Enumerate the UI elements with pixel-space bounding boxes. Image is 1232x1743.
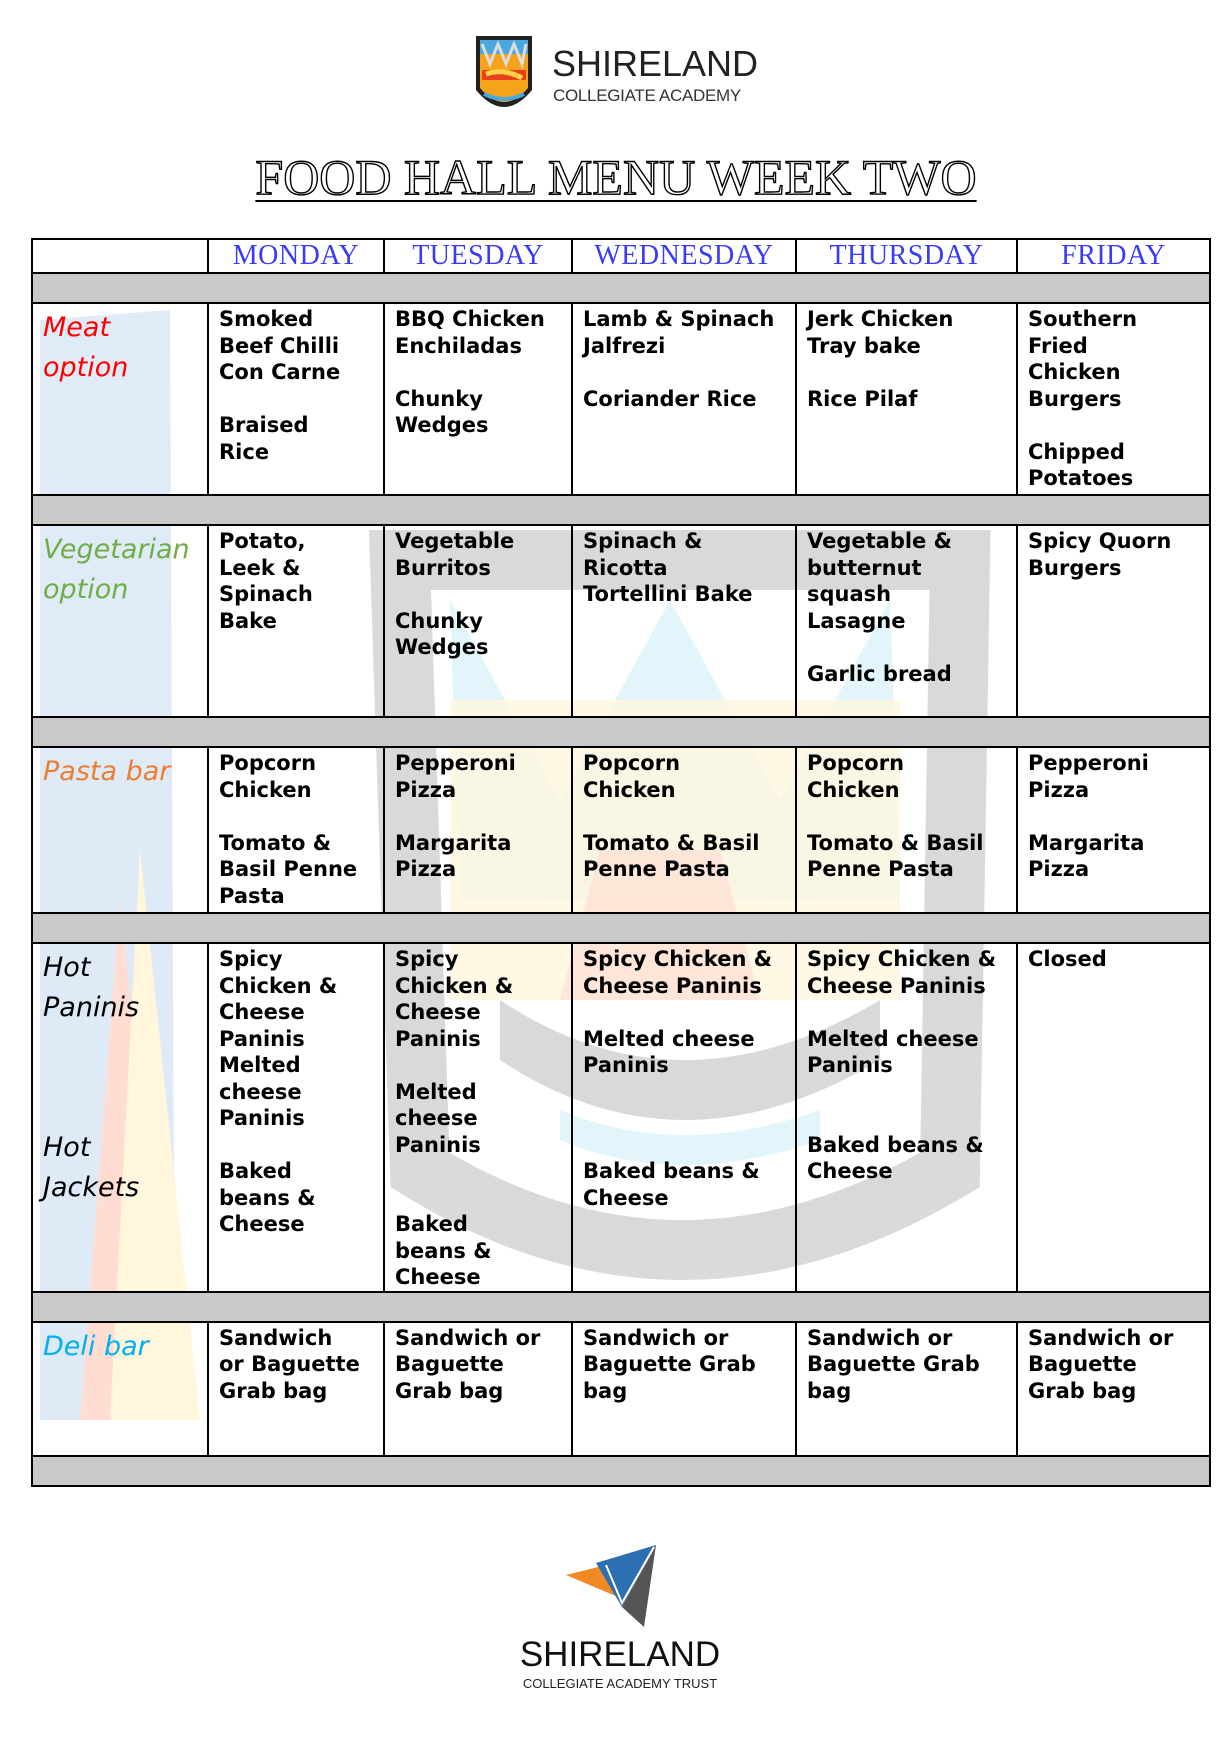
menu-cell-tuesday (384, 943, 572, 1292)
day-header-tuesday: TUESDAY (384, 239, 572, 273)
menu-item-line: Cheese Paninis (583, 973, 762, 998)
menu-cell-wednesday (572, 943, 796, 1292)
menu-cell-wednesday (572, 303, 796, 495)
menu-cell-tuesday (384, 1322, 572, 1456)
line-gap (583, 803, 791, 830)
menu-item-line: Basil Penne (219, 857, 358, 881)
corner-cell (32, 239, 208, 273)
menu-item-line: Paninis (219, 1106, 305, 1130)
menu-item-line: Vegetable (395, 529, 515, 553)
menu-item-line: Cheese Paninis (807, 973, 986, 998)
menu-cell-wednesday (572, 525, 796, 717)
menu-item-line: Wedges (395, 635, 489, 659)
menu-item-line: Chicken & (219, 973, 338, 998)
menu-item-line: Paninis (395, 1026, 481, 1051)
menu-item-line: Lasagne (807, 608, 906, 633)
menu-item-line: Sandwich or (583, 1325, 729, 1350)
menu-cell-thursday (796, 303, 1017, 495)
line-gap (807, 999, 1012, 1026)
menu-item-line: Pizza (1028, 857, 1090, 881)
menu-item-line: Burritos (395, 555, 491, 580)
menu-item-line: Closed (1028, 947, 1107, 971)
line-gap (395, 1052, 567, 1079)
menu-item-line: Baked (219, 1159, 292, 1183)
menu-cell-monday (208, 943, 384, 1292)
category-label (32, 943, 208, 1292)
category-label-line: Jackets (43, 1172, 140, 1203)
spacer-cell (32, 1292, 1210, 1322)
menu-item-line: Baked beans & (807, 1132, 984, 1157)
menu-cell-friday (1017, 525, 1210, 717)
menu-item-line: Grab bag (395, 1378, 504, 1403)
line-gap (583, 359, 791, 386)
menu-item-line: Baguette Grab (583, 1352, 756, 1376)
menu-item-line: Spicy (219, 947, 283, 971)
menu-cell-tuesday (384, 525, 572, 717)
menu-item-line: Tomato & Basil (583, 830, 760, 855)
menu-item-line: cheese (219, 1079, 302, 1104)
menu-item-line: Popcorn (807, 751, 905, 775)
menu-item-line: beans & (395, 1238, 492, 1263)
menu-item-line: bag (583, 1378, 628, 1403)
menu-item-line: Chicken (219, 777, 312, 802)
menu-item-line: Sandwich or (807, 1325, 953, 1350)
menu-item-line: Chunky (395, 386, 483, 411)
menu-item-line: Margarita (395, 830, 512, 855)
menu-item-line: Bake (219, 608, 277, 633)
category-label-line: Hot (43, 952, 91, 983)
menu-item-line: Rice Pilaf (807, 386, 918, 411)
menu-item-line: Penne Pasta (583, 857, 730, 881)
menu-item-line: Chicken (1028, 360, 1121, 384)
menu-item-line: Burgers (1028, 386, 1122, 411)
line-gap (395, 359, 567, 386)
spacer-row (32, 913, 1210, 943)
menu-item-line: Vegetable & (807, 529, 952, 553)
menu-item-line: Pasta (219, 883, 285, 908)
menu-item-line: Coriander Rice (583, 386, 757, 411)
trust-logo-subtitle: COLLEGIATE ACADEMY TRUST (522, 1676, 718, 1691)
menu-item-line: Jalfrezi (583, 333, 666, 358)
menu-item-line: Melted cheese (583, 1026, 755, 1051)
menu-item-line: Enchiladas (395, 333, 522, 358)
menu-cell-friday (1017, 1322, 1210, 1456)
menu-item-line: Baguette (1028, 1352, 1137, 1376)
category-label (32, 1322, 208, 1456)
menu-item-line: Cheese (395, 1265, 481, 1289)
menu-item-line: Baguette (395, 1352, 504, 1376)
menu-item-line: Baguette Grab (807, 1352, 980, 1376)
menu-item-line: Tomato & (219, 830, 332, 855)
menu-cell-wednesday (572, 747, 796, 913)
menu-item-line: Cheese (583, 1185, 669, 1210)
menu-cell-monday (208, 747, 384, 913)
line-gap (583, 1132, 791, 1159)
menu-item-line: Chicken (807, 777, 900, 802)
menu-item-line: butternut (807, 555, 922, 580)
menu-row-hot-paninis (32, 943, 1210, 1292)
menu-item-line: Margarita (1028, 830, 1145, 855)
page-title-wrap (0, 148, 1232, 206)
school-logo (474, 34, 764, 120)
menu-cell-friday (1017, 747, 1210, 913)
trust-logo-name: SHIRELAND (519, 1635, 721, 1674)
menu-item-line: Pepperoni (395, 751, 516, 775)
menu-item-line: Spicy (395, 947, 459, 971)
menu-item-line: Garlic bread (807, 661, 952, 686)
menu-cell-thursday (796, 525, 1017, 717)
menu-item-line: Beef Chilli (219, 333, 340, 358)
menu-item-line: Cheese (395, 1000, 481, 1024)
menu-item-line: Fried (1028, 333, 1088, 358)
menu-item-line: Melted cheese (807, 1026, 979, 1051)
menu-item-line: Chicken (583, 777, 676, 802)
line-gap (1028, 412, 1205, 439)
line-gap (807, 1105, 1012, 1132)
line-gap (583, 1105, 791, 1132)
menu-item-line: Grab bag (219, 1378, 328, 1403)
menu-item-line: Potato, (219, 529, 306, 553)
menu-item-line: Tray bake (807, 333, 921, 358)
menu-cell-tuesday (384, 303, 572, 495)
logo-subtitle: COLLEGIATE ACADEMY (553, 86, 741, 105)
menu-item-line: Rice (219, 439, 270, 464)
category-label (32, 303, 208, 495)
day-header-wednesday: WEDNESDAY (572, 239, 796, 273)
menu-item-line: bag (807, 1378, 852, 1403)
menu-cell-tuesday (384, 747, 572, 913)
category-label-line: option (43, 574, 129, 605)
menu-item-line: Spicy Quorn (1028, 529, 1172, 553)
crest-icon (474, 34, 534, 118)
spacer-cell (32, 495, 1210, 525)
category-label-line: Meat (43, 312, 111, 343)
menu-item-line: Baked (395, 1212, 468, 1236)
page-title: FOOD HALL MENU WEEK TWO (255, 149, 977, 205)
spacer-cell (32, 273, 1210, 303)
menu-item-line: Cheese (807, 1159, 893, 1183)
menu-item-line: cheese (395, 1106, 478, 1130)
menu-table (31, 238, 1211, 1487)
line-gap (219, 1132, 379, 1159)
menu-item-line: Chunky (395, 608, 483, 633)
menu-cell-thursday (796, 1322, 1017, 1456)
menu-item-line: Cheese (219, 1212, 305, 1236)
day-header-row (32, 239, 1210, 273)
menu-item-line: Burgers (1028, 555, 1122, 580)
menu-item-line: Melted (219, 1053, 301, 1077)
menu-item-line: Popcorn (583, 751, 681, 775)
menu-item-line: Smoked (219, 307, 314, 331)
menu-item-line: Sandwich (219, 1325, 333, 1350)
day-header-thursday: THURSDAY (796, 239, 1017, 273)
menu-cell-wednesday (572, 1322, 796, 1456)
line-gap (395, 803, 567, 830)
spacer-row (32, 1456, 1210, 1486)
menu-item-line: Ricotta (583, 555, 668, 580)
line-gap (219, 386, 379, 413)
menu-item-line: Pepperoni (1028, 751, 1149, 775)
menu-item-line: Popcorn (219, 751, 317, 775)
menu-item-line: Spicy Chicken & (583, 947, 773, 971)
menu-item-line: Pizza (1028, 777, 1090, 802)
menu-item-line: Baked beans & (583, 1159, 760, 1183)
menu-item-line: Southern (1028, 307, 1138, 331)
menu-item-line: Chicken & (395, 973, 514, 998)
spacer-cell (32, 1456, 1210, 1486)
trust-logo (510, 1543, 730, 1693)
menu-row-deli-bar (32, 1322, 1210, 1456)
line-gap (807, 634, 1012, 661)
menu-cell-thursday (796, 943, 1017, 1292)
spacer-cell (32, 717, 1210, 747)
day-header-friday: FRIDAY (1017, 239, 1210, 273)
spacer-row (32, 273, 1210, 303)
menu-cell-friday (1017, 303, 1210, 495)
menu-item-line: beans & (219, 1185, 316, 1210)
category-label (32, 525, 208, 717)
line-gap (807, 1079, 1012, 1106)
menu-item-line: Braised (219, 413, 309, 437)
category-label-line: Paninis (43, 992, 140, 1023)
category-label-line: option (43, 352, 129, 383)
line-gap (807, 803, 1012, 830)
category-label-line: Pasta bar (43, 756, 171, 787)
menu-item-line: Potatoes (1028, 466, 1134, 490)
menu-cell-monday (208, 1322, 384, 1456)
menu-row-pasta-bar (32, 747, 1210, 913)
menu-cell-friday (1017, 943, 1210, 1292)
menu-item-line: Cheese (219, 1000, 305, 1024)
line-gap (395, 1185, 567, 1212)
line-gap (583, 999, 791, 1026)
line-gap (1028, 803, 1205, 830)
menu-item-line: Jerk Chicken (807, 307, 954, 331)
menu-item-line: Paninis (583, 1053, 669, 1077)
menu-row-vegetarian-option (32, 525, 1210, 717)
menu-cell-thursday (796, 747, 1017, 913)
menu-item-line: Chipped (1028, 439, 1125, 464)
menu-item-line: Spinach (219, 582, 313, 606)
menu-item-line: or Baguette (219, 1352, 360, 1376)
menu-cell-monday (208, 525, 384, 717)
menu-item-line: BBQ Chicken (395, 307, 545, 331)
menu-item-line: Melted (395, 1079, 477, 1104)
menu-item-line: Pizza (395, 857, 457, 881)
menu-item-line: Paninis (395, 1132, 481, 1157)
spacer-cell (32, 913, 1210, 943)
menu-item-line: Paninis (219, 1026, 305, 1051)
menu-item-line: Leek & (219, 555, 301, 580)
menu-item-line: Sandwich or (395, 1325, 541, 1350)
line-gap (395, 581, 567, 608)
trust-mark-icon (566, 1543, 666, 1633)
menu-item-line: Spinach & (583, 529, 703, 553)
spacer-row (32, 717, 1210, 747)
menu-item-line: squash (807, 582, 892, 606)
menu-item-line: Lamb & Spinach (583, 307, 775, 331)
menu-item-line: Wedges (395, 413, 489, 437)
menu-item-line: Grab bag (1028, 1378, 1137, 1403)
line-gap (807, 359, 1012, 386)
menu-item-line: Penne Pasta (807, 857, 954, 881)
menu-item-line: Tortellini Bake (583, 582, 753, 606)
category-label-line: Vegetarian (43, 534, 190, 565)
menu-item-line: Paninis (807, 1053, 893, 1077)
menu-item-line: Pizza (395, 777, 457, 802)
line-gap (583, 1079, 791, 1106)
category-label-line: Deli bar (43, 1330, 149, 1362)
menu-row-meat-option (32, 303, 1210, 495)
logo-name: SHIRELAND (552, 43, 759, 84)
menu-item-line: Spicy Chicken & (807, 947, 997, 971)
spacer-row (32, 495, 1210, 525)
spacer-row (32, 1292, 1210, 1322)
menu-item-line: Tomato & Basil (807, 830, 984, 855)
day-header-monday: MONDAY (208, 239, 384, 273)
line-gap (395, 1158, 567, 1185)
line-gap (219, 803, 379, 830)
menu-cell-monday (208, 303, 384, 495)
category-label (32, 747, 208, 913)
menu-item-line: Con Carne (219, 360, 341, 384)
category-label-line: Hot (43, 1132, 91, 1163)
menu-item-line: Sandwich or (1028, 1325, 1174, 1350)
